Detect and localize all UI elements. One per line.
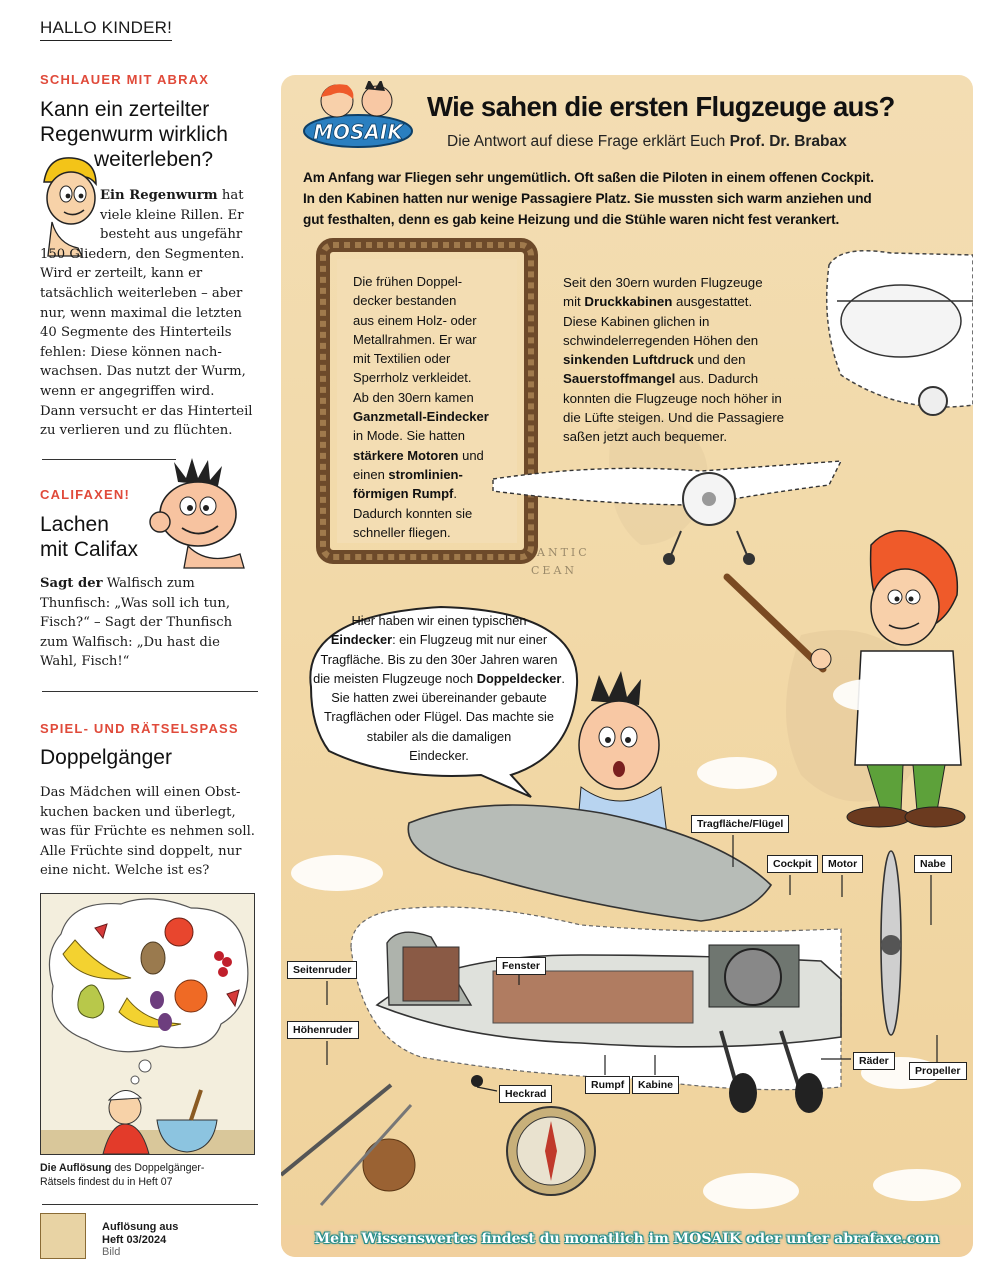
section1-body — [40, 186, 258, 441]
solution-source: Bild — [102, 1246, 121, 1258]
frame-line: Dadurch konnten sie — [353, 505, 473, 521]
bubble-line: Sie hatten zwei übereinander gebaute — [331, 690, 547, 706]
previous-solution — [40, 1211, 258, 1263]
body-line: zum Walfisch: „Du hast die — [40, 634, 220, 650]
body-line: zu verlieren und zu flüchten. — [40, 423, 233, 439]
col-line: mit — [563, 294, 585, 310]
frame-line: Metallrahmen. Er war — [353, 331, 477, 347]
body-line: Fisch?“ – Sagt der Thunfisch — [40, 615, 233, 631]
section3-label: SPIEL- UND RÄTSELSPASS — [40, 721, 239, 736]
subtitle-name: Prof. Dr. Brabax — [729, 133, 847, 150]
col-bold: sinkenden Luftdruck — [563, 352, 694, 368]
frame-line: und — [458, 447, 484, 463]
map-label: CEAN — [531, 564, 578, 577]
map-label: ANTIC — [537, 546, 590, 559]
logo-text: MOSAIK — [313, 120, 403, 144]
bubble-line: Eindecker. — [409, 748, 469, 764]
intro-text — [303, 167, 963, 230]
body-line: Thunfisch: „Was soll ich tun, — [40, 595, 231, 611]
solution-thumbnail — [40, 1213, 86, 1259]
body-line: nur, wenn maximal die letzten — [40, 305, 242, 321]
body-line: Walfisch zum — [102, 576, 195, 591]
bubble-line: Tragflächen oder Flügel. Das machte sie — [324, 709, 554, 725]
caption-bold: Die Auflösung — [40, 1162, 112, 1174]
divider — [42, 1204, 258, 1205]
col-bold: Druckkabinen — [584, 294, 673, 310]
col-line: konnten die Flugzeuge noch höher in — [563, 390, 782, 406]
biplane-drawing — [827, 251, 973, 415]
puzzle-caption — [40, 1161, 258, 1189]
label-rumpf: Rumpf — [585, 1076, 630, 1094]
body-bold: Ein Regenwurm — [100, 188, 218, 203]
doppelganger-puzzle-image — [40, 893, 255, 1155]
solution-line: Heft 03/2024 — [102, 1233, 167, 1246]
frame-bold: Ganzmetall-Eindecker — [353, 409, 489, 425]
col-line: und den — [693, 352, 746, 368]
body-line: 150 Gliedern, den Segmenten. — [40, 246, 245, 262]
mosaik-panel — [281, 75, 973, 1257]
compass-illustration — [507, 1107, 595, 1195]
bubble-line: Hier haben wir einen typischen — [351, 613, 527, 628]
footer-link-text: Mehr Wissenswertes findest du monatlich im MOSAIK oder unter abrafaxe.com — [314, 1231, 940, 1247]
label-raeder: Räder — [853, 1052, 895, 1070]
label-nabe: Nabe — [914, 855, 952, 873]
sidebar — [38, 0, 260, 1279]
headline-line: mit Califax — [40, 538, 139, 561]
caption-line: Rätsels findest du in Heft 07 — [40, 1176, 173, 1188]
frame-line: . — [453, 486, 458, 502]
speech-bubble-text — [303, 611, 575, 765]
pressurized-cabin-text — [563, 273, 843, 447]
body-line: 40 Segmente des Hinterteils — [40, 325, 232, 341]
frame-line: Die frühen Doppel- — [353, 274, 463, 289]
body-line: Dann versucht er das Hinterteil — [40, 403, 253, 419]
cutaway-plane-illustration — [351, 805, 901, 1113]
section3-headline: Doppelgänger — [40, 746, 172, 769]
label-propeller: Propeller — [909, 1062, 967, 1080]
body-line: viele kleine Rillen. Er — [100, 207, 244, 223]
divider — [42, 691, 258, 692]
section1-label: SCHLAUER MIT ABRAX — [40, 72, 210, 87]
col-bold: Sauerstoffmangel — [563, 371, 676, 387]
frame-line: mit Textilien oder — [353, 351, 451, 367]
frame-line: schneller fliegen. — [353, 524, 451, 540]
body-line: was für Früchte es nehmen soll. — [40, 824, 255, 840]
frame-bold: stärkere Motoren — [353, 447, 459, 463]
mosaik-logo — [303, 81, 413, 151]
frame-line: Sperrholz verkleidet. — [353, 370, 472, 386]
bubble-line: . — [561, 670, 565, 686]
frame-line: decker bestanden — [353, 293, 457, 309]
headline-line: Lachen — [40, 513, 109, 536]
frame-line: aus einem Holz- oder — [353, 312, 477, 328]
section3-body — [40, 783, 258, 881]
body-line: Wahl, Fisch!“ — [40, 654, 130, 670]
frame-bold: förmigen Rumpf — [353, 486, 454, 502]
body-line: eine nicht. Welche ist es? — [40, 863, 210, 879]
califax-illustration — [148, 458, 253, 570]
body-line: Das Mädchen will einen Obst- — [40, 785, 241, 800]
body-line: tatsächlich weiterleben – aber — [40, 285, 243, 301]
body-line: wachsen. Das nutzt der Wurm, — [40, 364, 246, 380]
label-hoehenruder: Höhenruder — [287, 1021, 359, 1039]
section2-headline — [40, 512, 138, 562]
label-cockpit: Cockpit — [767, 855, 818, 873]
headline-line: weiterleben? — [94, 148, 214, 171]
frame-line: in Mode. Sie hatten — [353, 428, 466, 444]
fruit-puzzle-illustration — [41, 894, 255, 1155]
body-line: Wird er zerteilt, kann er — [40, 266, 203, 282]
col-line: schwindelerregenden Höhen den — [563, 332, 759, 348]
intro-line: In den Kabinen hatten nur wenige Passagiere Platz. Sie mussten sich warm anziehen und — [303, 191, 872, 206]
col-line: aus. Dadurch — [675, 371, 759, 387]
caption-line: des Doppelgänger- — [111, 1162, 205, 1174]
bubble-line: stabiler als die damaligen — [366, 728, 512, 744]
body-line: Alle Früchte sind doppelt, nur — [40, 843, 242, 859]
label-tragflaeche: Tragfläche/Flügel — [691, 815, 789, 833]
section-kicker: HALLO KINDER! — [40, 18, 172, 41]
body-line: wenn er angegriffen wird. — [40, 383, 215, 399]
califax-illustration-panel — [577, 671, 667, 835]
label-fenster: Fenster — [496, 957, 546, 975]
solution-line: Auflösung aus — [102, 1221, 179, 1233]
body-line: hat — [217, 188, 244, 203]
headline-line: Regenwurm wirklich — [40, 123, 228, 146]
subtitle-text: Die Antwort auf diese Frage erklärt Euch — [447, 133, 730, 150]
page-title: Wie sahen die ersten Flugzeuge aus? — [427, 91, 895, 122]
section2-label: CALIFAXEN! — [40, 487, 130, 502]
col-line: saßen jetzt auch bequemer. — [563, 429, 728, 445]
frame-line: einen — [353, 466, 389, 482]
label-motor: Motor — [822, 855, 863, 873]
section2-body — [40, 574, 258, 672]
body-line: besteht aus ungefähr — [100, 227, 243, 243]
frame-line: Ab den 30ern kamen — [353, 389, 474, 405]
label-heckrad: Heckrad — [499, 1085, 552, 1103]
col-line: Diese Kabinen glichen in — [563, 313, 710, 329]
label-kabine: Kabine — [632, 1076, 679, 1094]
label-seitenruder: Seitenruder — [287, 961, 357, 979]
bubble-bold: Doppeldecker — [476, 670, 562, 686]
headline-line: Kann ein zerteilter — [40, 98, 210, 121]
bubble-bold: Eindecker — [330, 632, 393, 648]
solution-text — [102, 1221, 178, 1259]
col-line: die Lüfte steigen. Und die Passagiere — [563, 410, 785, 426]
intro-line: Am Anfang war Fliegen sehr ungemütlich. Oft saßen die Piloten in einem offenen Cockpit. — [303, 170, 874, 185]
body-bold: Sagt der — [40, 576, 103, 591]
bubble-line: die meisten Flugzeuge noch — [313, 670, 477, 686]
body-line: kuchen backen und überlegt, — [40, 804, 236, 820]
frame-bold: stromlinien- — [388, 466, 463, 482]
page-subtitle — [447, 133, 847, 151]
bubble-line: : ein Flugzeug mit nur einer — [392, 632, 548, 648]
bubble-line: Tragfläche. Bis zu den 30er Jahren waren — [320, 651, 558, 667]
frame-text — [353, 272, 513, 542]
col-line: Seit den 30ern wurden Flugzeuge — [563, 275, 763, 290]
col-line: ausgestattet. — [672, 294, 753, 310]
intro-line: gut festhalten, denn es gab keine Heizung und die Stühle waren nicht fest verankert. — [303, 212, 840, 227]
body-line: fehlen: Diese können nach- — [40, 344, 222, 360]
